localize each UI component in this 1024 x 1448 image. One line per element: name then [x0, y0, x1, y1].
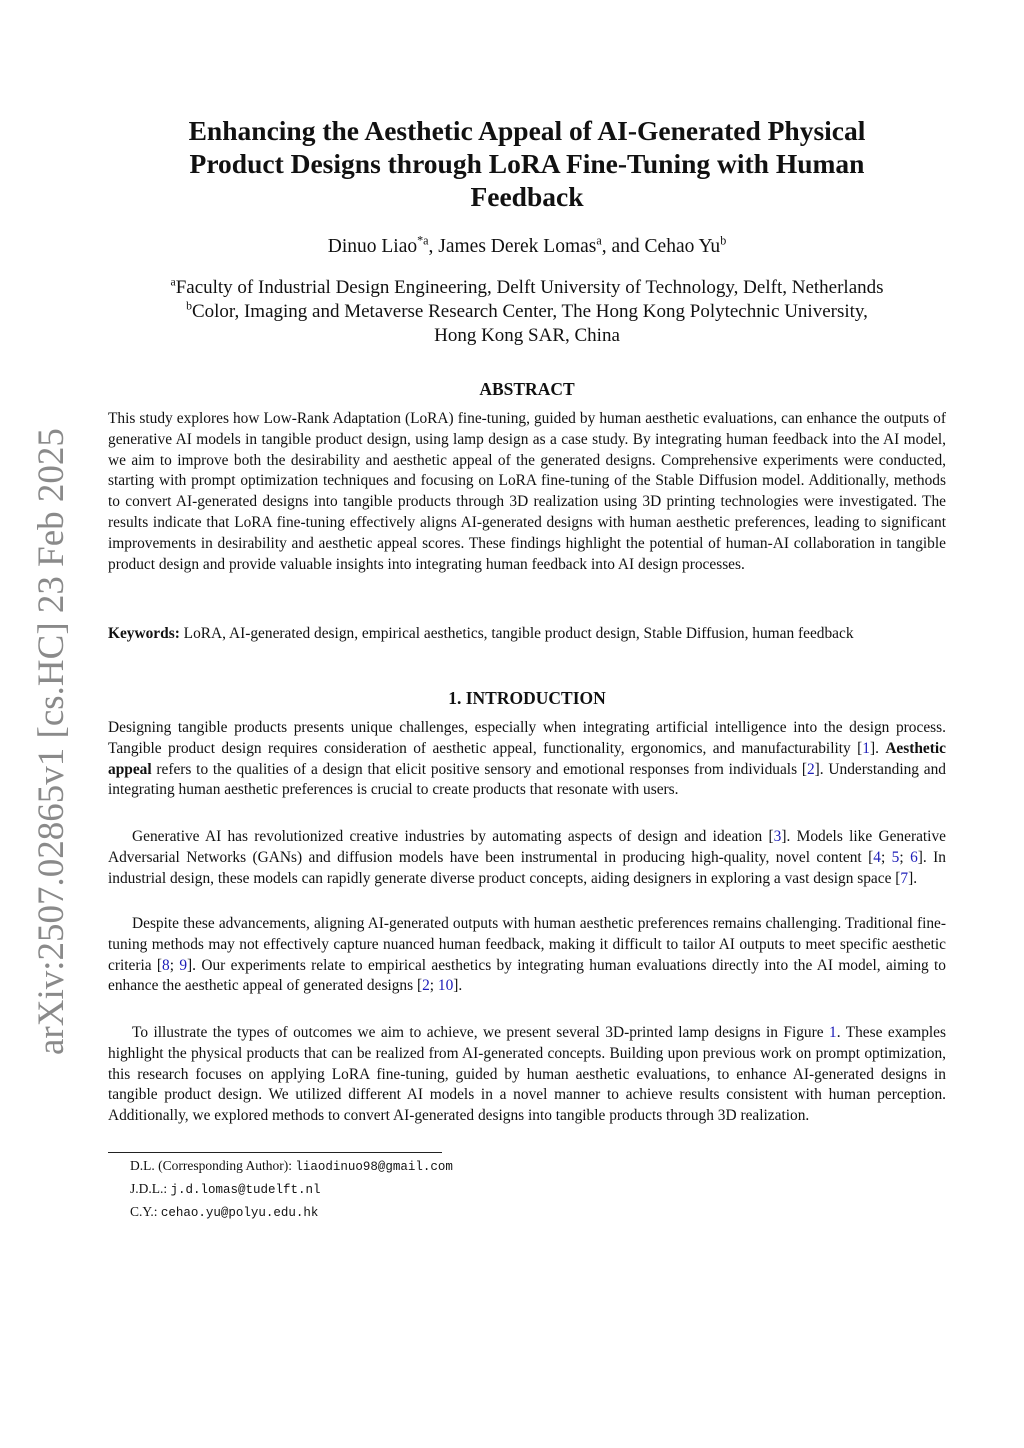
author-affiliation-mark: *a — [417, 233, 429, 248]
keywords-label: Keywords: — [108, 625, 180, 642]
title-line: Enhancing the Aesthetic Appeal of AI-Generated Physical — [188, 115, 866, 146]
author-name: Dinuo Liao — [327, 236, 418, 257]
citation-separator: ; — [899, 848, 911, 866]
author-affiliation-mark: b — [720, 233, 727, 248]
paragraph-text: Despite these advancements, aligning AI-generated outputs with human aesthetic preferences remains challenging. Traditional fine-tuning methods may not effectively capture nuanced human feedback, making it difficult to tailor AI outputs to meet specific aesthetic criteria [ — [108, 915, 946, 974]
figure-reference-link[interactable]: 1 — [829, 1024, 837, 1041]
citation-link[interactable]: 2 — [422, 977, 430, 995]
citation-link[interactable]: 10 — [437, 977, 454, 995]
paragraph-text: ]. Models like Generative Adversarial Networks (GANs) and diffusion models have been instrumental in producing high-quality, novel content [ — [108, 828, 946, 866]
affiliation-a — [108, 276, 946, 300]
affiliation-text: Faculty of Industrial Design Engineering, Delft University of Technology, Delft, Netherlands — [175, 277, 884, 298]
affiliation-text: Color, Imaging and Metaverse Research Center, The Hong Kong Polytechnic University, — [191, 301, 868, 322]
affiliation-b — [108, 300, 946, 324]
author-separator: , — [428, 236, 439, 257]
citation-link[interactable]: 1 — [862, 739, 870, 757]
affiliation-b-cont: Hong Kong SAR, China — [434, 325, 620, 346]
affiliation-mark: b — [186, 299, 192, 313]
citation-link[interactable]: 3 — [773, 828, 782, 845]
affiliations — [108, 276, 946, 348]
citation-link[interactable]: 6 — [910, 848, 918, 866]
intro-paragraph-2 — [108, 827, 946, 889]
footnote-coauthor — [130, 1178, 453, 1201]
intro-paragraph-4 — [108, 1023, 946, 1127]
paragraph-text: Designing tangible products presents unique challenges, especially when integrating artificial intelligence into the design process. Tangible product design requires consideration of aesthetic appeal, functionality, ergonomics, and manufacturability [ — [108, 719, 946, 757]
keywords — [108, 624, 946, 645]
citation-separator: ; — [880, 848, 892, 866]
paragraph-text: . These examples highlight the physical products that can be realized from AI-generated concepts. Building upon previous work on prompt optimization, this research focuses on applying LoRA fine-tuning, guided by human aesthetic evaluations, to enhance AI-generated designs in tangible product design. We utilized different AI models in a novel manner to achieve results consistent with human perception. Additionally, we explored methods to convert AI-generated designs into tangible products through 3D realization. — [108, 1024, 946, 1125]
footnotes — [130, 1155, 453, 1224]
citation-link[interactable]: 9 — [179, 956, 188, 974]
citation-link[interactable]: 4 — [873, 848, 881, 866]
abstract-heading: ABSTRACT — [479, 379, 575, 399]
paragraph-text: ]. — [908, 869, 918, 887]
author-separator: , and — [601, 236, 645, 257]
citation-link[interactable]: 2 — [806, 760, 815, 778]
arxiv-identifier[interactable]: arXiv:2507.02865v1 [cs.HC] 23 Feb 2025 — [31, 428, 72, 1055]
footnote-label: J.D.L.: — [130, 1181, 171, 1196]
paragraph-text: Generative AI has revolutionized creative industries by automating aspects of design and ideation [ — [132, 828, 774, 845]
paragraph-text: To illustrate the types of outcomes we aim to achieve, we present several 3D-printed lamp designs in Figure — [132, 1024, 829, 1041]
title-line: Product Designs through LoRA Fine-Tuning with Human — [189, 148, 865, 179]
citation-link[interactable]: 5 — [891, 848, 900, 866]
affiliation-mark: a — [170, 275, 176, 289]
intro-paragraph-1 — [108, 718, 946, 801]
keywords-text: LoRA, AI-generated design, empirical aesthetics, tangible product design, Stable Diffusion, human feedback — [179, 625, 854, 642]
footnote-label: C.Y.: — [130, 1204, 161, 1219]
footnote-coauthor — [130, 1201, 453, 1224]
author-list — [108, 233, 946, 258]
bold-term: Aesthetic appeal — [108, 739, 946, 778]
email-link[interactable]: j.d.lomas@tudelft.nl — [170, 1183, 321, 1197]
citation-separator: ; — [429, 977, 438, 995]
introduction-heading: 1. INTRODUCTION — [448, 688, 606, 708]
citation-separator: ; — [169, 956, 180, 974]
author-affiliation-mark: a — [596, 233, 602, 248]
paragraph-text: ]. In industrial design, these models can rapidly generate diverse product concepts, aiding designers in exploring a vast design space [ — [108, 848, 946, 887]
paragraph-text: ]. — [453, 977, 463, 995]
author-name: Cehao Yu — [644, 236, 721, 257]
paragraph-text: ]. Understanding and integrating human aesthetic preferences is crucial to create products that resonate with users. — [108, 760, 946, 799]
title-line: Feedback — [470, 181, 584, 212]
footnote-corresponding-author — [130, 1155, 453, 1178]
footnote-divider — [108, 1152, 442, 1153]
intro-paragraph-3 — [108, 914, 946, 997]
paragraph-text: ]. Our experiments relate to empirical aesthetics by integrating human evaluations directly into the AI model, aiming to enhance the aesthetic appeal of generated designs [ — [108, 956, 947, 995]
email-link[interactable]: cehao.yu@polyu.edu.hk — [160, 1206, 319, 1220]
email-link[interactable]: liaodinuo98@gmail.com — [295, 1160, 453, 1174]
footnote-label: D.L. (Corresponding Author): — [130, 1158, 296, 1173]
paper-title — [108, 114, 946, 213]
paragraph-text: refers to the qualities of a design that elicit positive sensory and emotional responses from individuals [ — [151, 760, 807, 778]
paragraph-text: ]. — [869, 739, 886, 757]
abstract-text: This study explores how Low-Rank Adaptation (LoRA) fine-tuning, guided by human aesthetic evaluations, can enhance the outputs of generative AI models in tangible product design, using lamp design as a case study. By integrating human feedback into the AI model, we aim to improve both the desirability and aesthetic appeal of the generated designs. Comprehensive experiments were conducted, starting with prompt optimization techniques and focusing on LoRA fine-tuning of the Stable Diffusion model. Additionally, methods to convert AI-generated designs into tangible products through 3D realization using 3D printing technologies were investigated. The results indicate that LoRA fine-tuning effectively aligns AI-generated designs with human aesthetic preferences, leading to significant improvements in desirability and aesthetic appeal scores. These findings highlight the potential of human-AI collaboration in tangible product design and provide valuable insights into integrating human feedback into AI design processes. — [108, 410, 946, 573]
author-name: James Derek Lomas — [438, 236, 597, 257]
citation-link[interactable]: 8 — [162, 956, 170, 974]
citation-link[interactable]: 7 — [900, 869, 909, 887]
